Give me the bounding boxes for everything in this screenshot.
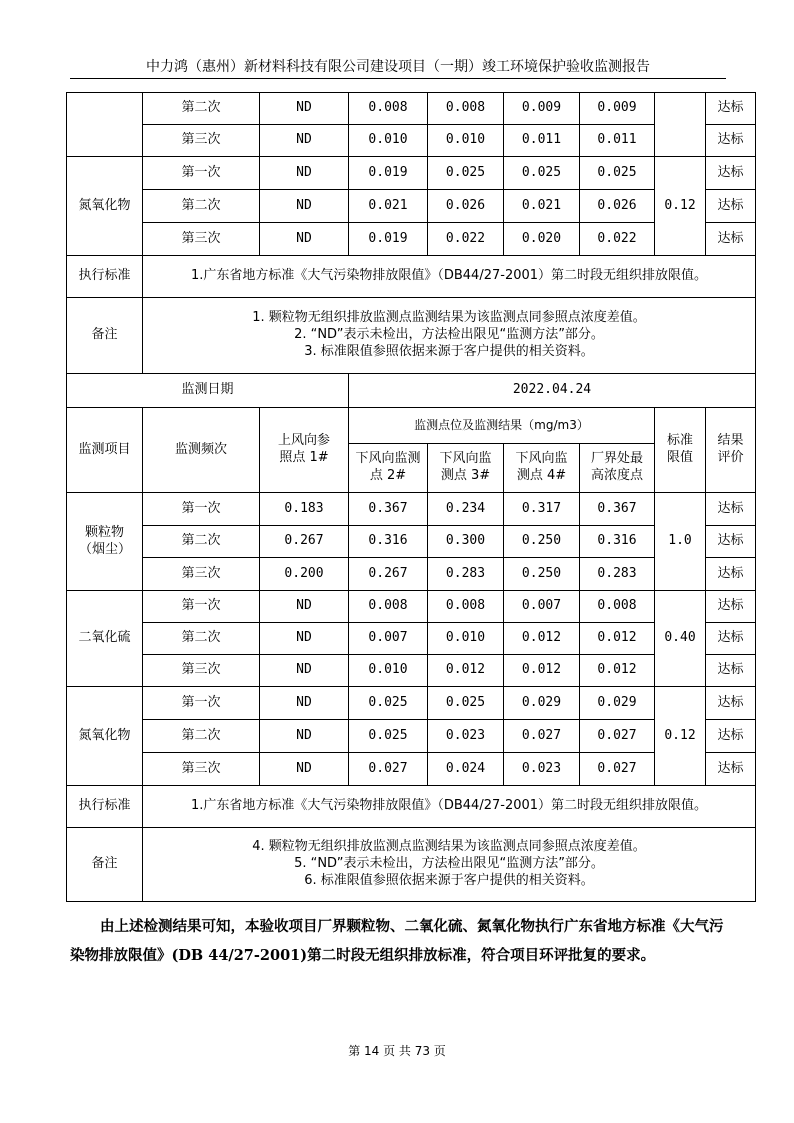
value-ref: ND bbox=[260, 93, 349, 125]
value-ref: ND bbox=[260, 157, 349, 190]
result-cell: 达标 bbox=[706, 493, 756, 526]
freq-cell: 第一次 bbox=[143, 157, 260, 190]
col-ref-header: 上风向参照点 1# bbox=[260, 408, 349, 493]
limit-cell: 0.12 bbox=[655, 687, 706, 786]
freq-cell: 第三次 bbox=[143, 558, 260, 591]
value-p4: 0.023 bbox=[504, 753, 580, 786]
table-row bbox=[67, 157, 756, 190]
value-ref: ND bbox=[260, 720, 349, 753]
value-ref: ND bbox=[260, 223, 349, 256]
value-p4: 0.020 bbox=[504, 223, 580, 256]
result-cell: 达标 bbox=[706, 720, 756, 753]
table-row bbox=[67, 591, 756, 623]
value-p3: 0.008 bbox=[428, 591, 504, 623]
value-p3: 0.022 bbox=[428, 223, 504, 256]
value-p2: 0.267 bbox=[349, 558, 428, 591]
value-max: 0.026 bbox=[580, 190, 655, 223]
date-row bbox=[67, 374, 756, 408]
standard-text: 1.广东省地方标准《大气污染物排放限值》（DB44/27-2001）第二时段无组织排放限值。 bbox=[143, 786, 756, 828]
value-p2: 0.025 bbox=[349, 720, 428, 753]
date-value: 2022.04.24 bbox=[349, 374, 756, 408]
value-p3: 0.025 bbox=[428, 687, 504, 720]
result-cell: 达标 bbox=[706, 687, 756, 720]
value-p3: 0.024 bbox=[428, 753, 504, 786]
freq-cell: 第二次 bbox=[143, 190, 260, 223]
result-cell: 达标 bbox=[706, 223, 756, 256]
value-p2: 0.007 bbox=[349, 623, 428, 655]
table-row bbox=[67, 190, 756, 223]
notes-text bbox=[143, 298, 756, 374]
freq-cell: 第三次 bbox=[143, 655, 260, 687]
result-cell: 达标 bbox=[706, 125, 756, 157]
note-line: 5. “ND”表示未检出，方法检出限见“监测方法”部分。 bbox=[294, 856, 604, 872]
value-p4: 0.317 bbox=[504, 493, 580, 526]
value-max: 0.022 bbox=[580, 223, 655, 256]
page-number: 第 14 页 共 73 页 bbox=[348, 1044, 446, 1058]
value-p2: 0.019 bbox=[349, 223, 428, 256]
table-row bbox=[67, 223, 756, 256]
value-p4: 0.011 bbox=[504, 125, 580, 157]
table-row bbox=[67, 720, 756, 753]
result-cell: 达标 bbox=[706, 591, 756, 623]
value-p4: 0.027 bbox=[504, 720, 580, 753]
standard-label: 执行标准 bbox=[67, 786, 143, 828]
table-row bbox=[67, 753, 756, 786]
value-p2: 0.021 bbox=[349, 190, 428, 223]
value-p4: 0.250 bbox=[504, 526, 580, 558]
value-max: 0.009 bbox=[580, 93, 655, 125]
table-row bbox=[67, 125, 756, 157]
value-p3: 0.010 bbox=[428, 623, 504, 655]
notes-label: 备注 bbox=[67, 298, 143, 374]
col-p3-header: 下风向监测点 3# bbox=[428, 444, 504, 493]
value-ref: ND bbox=[260, 623, 349, 655]
value-p2: 0.025 bbox=[349, 687, 428, 720]
table-row bbox=[67, 623, 756, 655]
result-cell: 达标 bbox=[706, 558, 756, 591]
table-row bbox=[67, 93, 756, 125]
notes-row bbox=[67, 828, 756, 902]
value-max: 0.027 bbox=[580, 753, 655, 786]
item-cell-nox: 氮氧化物 bbox=[67, 157, 143, 256]
table-row bbox=[67, 493, 756, 526]
value-max: 0.012 bbox=[580, 655, 655, 687]
value-p3: 0.025 bbox=[428, 157, 504, 190]
value-p2: 0.008 bbox=[349, 591, 428, 623]
note-line: 4. 颗粒物无组织排放监测点监测结果为该监测点同参照点浓度差值。 bbox=[252, 839, 646, 855]
value-p2: 0.316 bbox=[349, 526, 428, 558]
value-ref: ND bbox=[260, 655, 349, 687]
conclusion-paragraph: 由上述检测结果可知，本验收项目厂界颗粒物、二氧化硫、氮氧化物执行广东省地方标准《大气污染物排放限值》(DB 44/27-2001)第二时段无组织排放标准，符合项目环评批复的要求。 bbox=[70, 918, 724, 964]
value-p4: 0.029 bbox=[504, 687, 580, 720]
value-ref: ND bbox=[260, 591, 349, 623]
report-header: 中力鸿（惠州）新材料科技有限公司建设项目（一期）竣工环境保护验收监测报告 bbox=[70, 56, 726, 79]
value-p2: 0.367 bbox=[349, 493, 428, 526]
value-ref: ND bbox=[260, 125, 349, 157]
value-max: 0.367 bbox=[580, 493, 655, 526]
limit-cell: 0.12 bbox=[655, 157, 706, 256]
note-line: 6. 标准限值参照依据来源于客户提供的相关资料。 bbox=[304, 872, 594, 888]
col-max-header: 厂界处最高浓度点 bbox=[580, 444, 655, 493]
col-result-header: 结果评价 bbox=[706, 408, 756, 493]
note-line: 2. “ND”表示未检出，方法检出限见“监测方法”部分。 bbox=[294, 327, 604, 343]
monitoring-table bbox=[66, 92, 756, 902]
item-cell-nox: 氮氧化物 bbox=[67, 687, 143, 786]
value-p4: 0.025 bbox=[504, 157, 580, 190]
col-item-header: 监测项目 bbox=[67, 408, 143, 493]
freq-cell: 第一次 bbox=[143, 687, 260, 720]
value-max: 0.008 bbox=[580, 591, 655, 623]
note-line: 1. 颗粒物无组织排放监测点监测结果为该监测点同参照点浓度差值。 bbox=[252, 310, 646, 326]
value-p4: 0.007 bbox=[504, 591, 580, 623]
col-limit-header: 标准限值 bbox=[655, 408, 706, 493]
table-row bbox=[67, 655, 756, 687]
value-p3: 0.023 bbox=[428, 720, 504, 753]
table-row bbox=[67, 687, 756, 720]
table-row bbox=[67, 526, 756, 558]
header-row bbox=[67, 408, 756, 444]
freq-cell: 第二次 bbox=[143, 93, 260, 125]
freq-cell: 第三次 bbox=[143, 125, 260, 157]
col-freq-header: 监测频次 bbox=[143, 408, 260, 493]
limit-cell-continued bbox=[655, 93, 706, 157]
value-p4: 0.012 bbox=[504, 623, 580, 655]
value-ref: ND bbox=[260, 753, 349, 786]
result-cell: 达标 bbox=[706, 190, 756, 223]
value-p2: 0.008 bbox=[349, 93, 428, 125]
value-p3: 0.300 bbox=[428, 526, 504, 558]
freq-cell: 第一次 bbox=[143, 493, 260, 526]
notes-label: 备注 bbox=[67, 828, 143, 902]
value-p3: 0.234 bbox=[428, 493, 504, 526]
freq-cell: 第二次 bbox=[143, 623, 260, 655]
value-p4: 0.009 bbox=[504, 93, 580, 125]
standard-label: 执行标准 bbox=[67, 256, 143, 298]
col-p2-header: 下风向监测点 2# bbox=[349, 444, 428, 493]
freq-cell: 第三次 bbox=[143, 223, 260, 256]
item-cell-continued bbox=[67, 93, 143, 157]
freq-cell: 第二次 bbox=[143, 526, 260, 558]
freq-cell: 第二次 bbox=[143, 720, 260, 753]
date-label: 监测日期 bbox=[67, 374, 349, 408]
value-p2: 0.027 bbox=[349, 753, 428, 786]
value-p2: 0.010 bbox=[349, 125, 428, 157]
notes-text bbox=[143, 828, 756, 902]
notes-row bbox=[67, 298, 756, 374]
freq-cell: 第一次 bbox=[143, 591, 260, 623]
result-cell: 达标 bbox=[706, 753, 756, 786]
result-cell: 达标 bbox=[706, 623, 756, 655]
result-cell: 达标 bbox=[706, 526, 756, 558]
note-line: 3. 标准限值参照依据来源于客户提供的相关资料。 bbox=[304, 343, 594, 359]
value-max: 0.011 bbox=[580, 125, 655, 157]
standard-row bbox=[67, 786, 756, 828]
limit-cell: 0.40 bbox=[655, 591, 706, 687]
item-cell-particulate: 颗粒物（烟尘） bbox=[67, 493, 143, 591]
value-p3: 0.008 bbox=[428, 93, 504, 125]
value-ref: 0.200 bbox=[260, 558, 349, 591]
value-ref: ND bbox=[260, 190, 349, 223]
freq-cell: 第三次 bbox=[143, 753, 260, 786]
value-max: 0.316 bbox=[580, 526, 655, 558]
value-ref: 0.267 bbox=[260, 526, 349, 558]
standard-row bbox=[67, 256, 756, 298]
result-cell: 达标 bbox=[706, 93, 756, 125]
value-max: 0.012 bbox=[580, 623, 655, 655]
value-p4: 0.012 bbox=[504, 655, 580, 687]
table-row bbox=[67, 558, 756, 591]
value-p4: 0.021 bbox=[504, 190, 580, 223]
col-p4-header: 下风向监测点 4# bbox=[504, 444, 580, 493]
result-cell: 达标 bbox=[706, 655, 756, 687]
value-p4: 0.250 bbox=[504, 558, 580, 591]
result-cell: 达标 bbox=[706, 157, 756, 190]
value-p3: 0.283 bbox=[428, 558, 504, 591]
value-p3: 0.010 bbox=[428, 125, 504, 157]
value-max: 0.025 bbox=[580, 157, 655, 190]
value-p2: 0.010 bbox=[349, 655, 428, 687]
value-ref: 0.183 bbox=[260, 493, 349, 526]
item-cell-so2: 二氧化硫 bbox=[67, 591, 143, 687]
value-p3: 0.026 bbox=[428, 190, 504, 223]
limit-cell: 1.0 bbox=[655, 493, 706, 591]
value-max: 0.027 bbox=[580, 720, 655, 753]
standard-text: 1.广东省地方标准《大气污染物排放限值》（DB44/27-2001）第二时段无组织排放限值。 bbox=[143, 256, 756, 298]
col-group-header: 监测点位及监测结果（mg/m3） bbox=[349, 408, 655, 444]
value-ref: ND bbox=[260, 687, 349, 720]
value-max: 0.029 bbox=[580, 687, 655, 720]
value-p2: 0.019 bbox=[349, 157, 428, 190]
value-p3: 0.012 bbox=[428, 655, 504, 687]
value-max: 0.283 bbox=[580, 558, 655, 591]
